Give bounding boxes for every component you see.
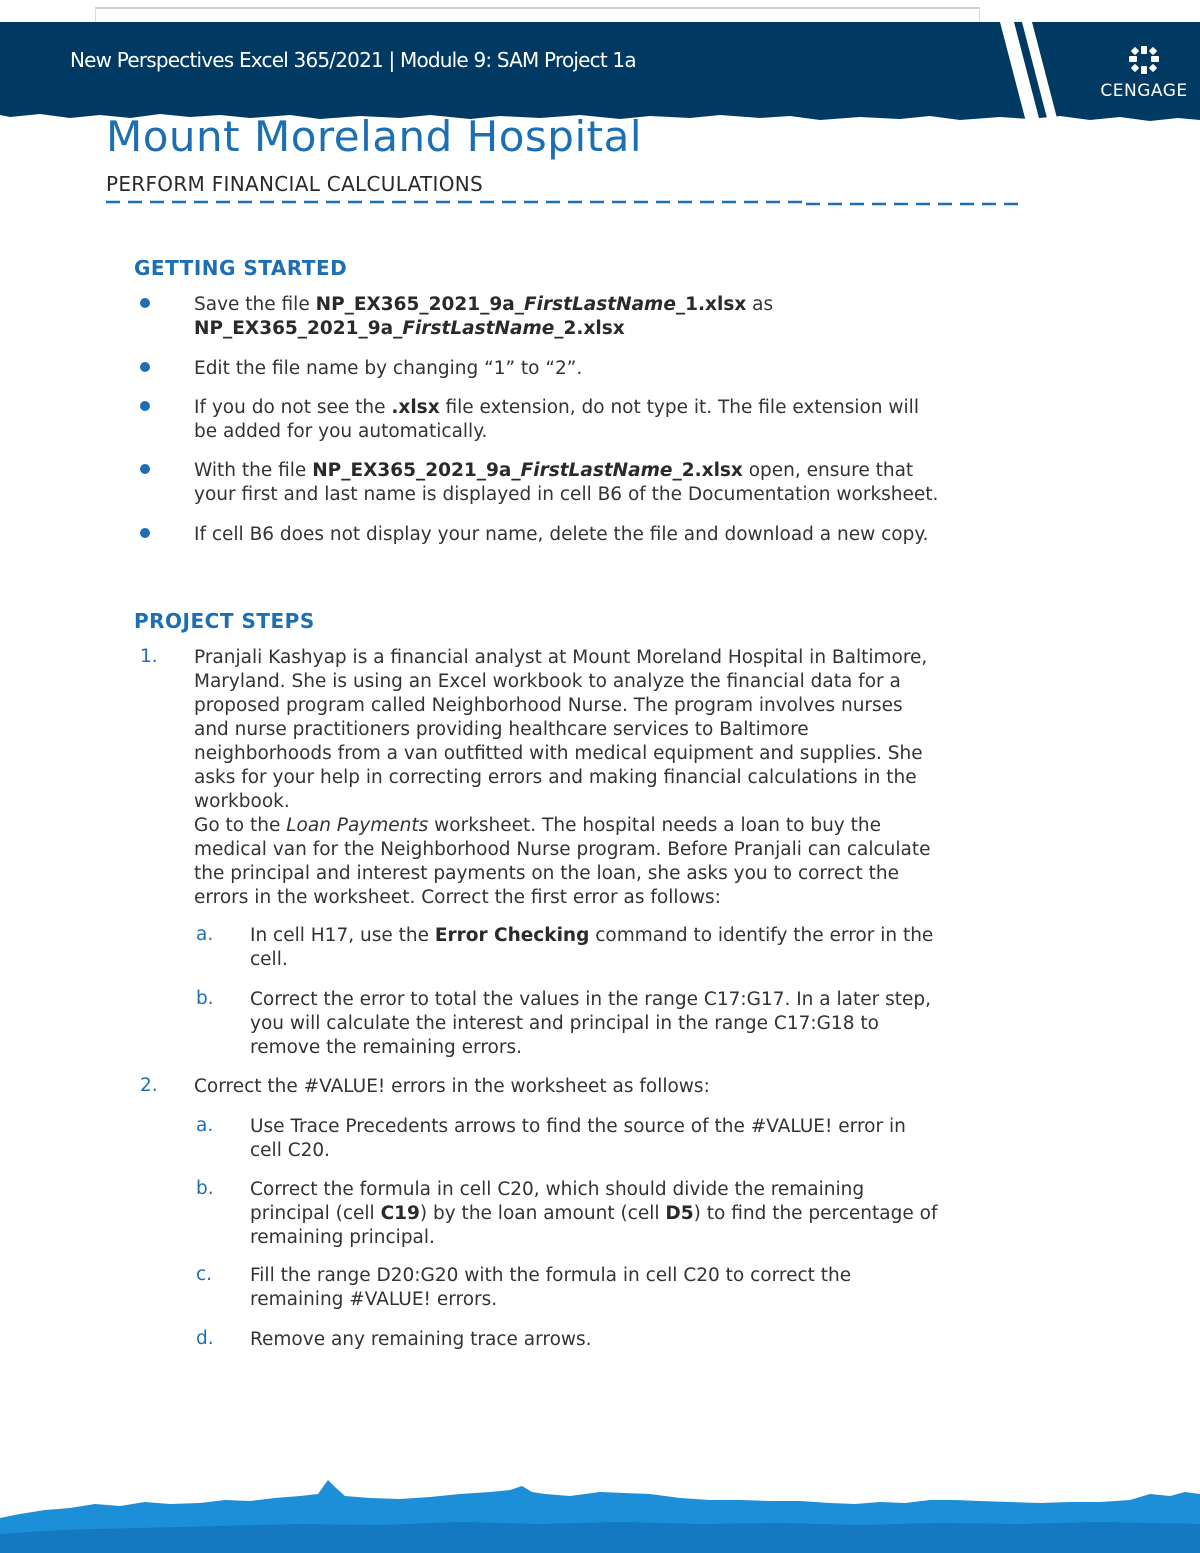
list-item: If cell B6 does not display your name, delete the file and download a new copy. [194,524,929,545]
substep-letter: d. [196,1328,214,1349]
bullet-icon [140,528,150,538]
footer-mountain-band [0,1470,1200,1553]
bullet-icon [140,401,150,411]
cengage-logo [1098,44,1190,106]
substep-text: Fill the range D20:G20 with the formula in cell C20 to correct the remaining #VALUE! errors. [250,1265,852,1310]
substep-letter: b. [196,1178,214,1199]
substep-text: Use Trace Precedents arrows to find the source of the #VALUE! error in cell C20. [250,1116,906,1161]
document-title: Mount Moreland Hospital [106,112,643,161]
substep-text: Correct the error to total the values in the range C17:G17. In a later step, you will calculate the interest and principal in the range C17:G18 to remove the remaining errors. [250,989,932,1058]
bullet-icon [140,362,150,372]
step-2-text: Correct the #VALUE! errors in the worksheet as follows: [194,1076,710,1097]
step-number: 1. [140,646,158,667]
module-title: New Perspectives Excel 365/2021 | Module 9: SAM Project 1a [70,48,636,72]
substep-text: In cell H17, use the Error Checking command to identify the error in the cell. [250,925,934,970]
logo-text: CENGAGE [1100,81,1188,101]
document-subtitle: PERFORM FINANCIAL CALCULATIONS [106,172,484,196]
dashed-divider [106,199,1026,207]
substep-text: Remove any remaining trace arrows. [250,1329,592,1350]
substep-letter: a. [196,1115,214,1136]
step-1-text: Pranjali Kashyap is a financial analyst at Mount Moreland Hospital in Baltimore, Maryland. She is using an Excel workbook to analyze the financial data for a proposed program called Neighborhood Nurse. The program involves nurses and nurse practitioners providing healthcare services to Baltimore neighborhoods from a van outfitted with medical equipment and supplies. She asks for your help in correcting errors and making financial calculations in the workbook. Go to the Loan Payments worksheet. The hospital needs a loan to buy the medical van for the Neighborhood Nurse program. Before Pranjali can calculate the principal and interest payments on the loan, she asks you to correct the errors in the worksheet. Correct the first error as follows: [194,647,931,908]
substep-letter: a. [196,924,214,945]
substep-text: Correct the formula in cell C20, which should divide the remaining principal (cell C19) by the loan amount (cell D5) to find the percentage of remaining principal. [250,1179,938,1248]
bullet-icon [140,464,150,474]
step-number: 2. [140,1075,158,1096]
list-item: Save the file NP_EX365_2021_9a_FirstLastName_1.xlsx as NP_EX365_2021_9a_FirstLastName_2.xlsx [194,294,774,339]
list-item: If you do not see the .xlsx file extension, do not type it. The file extension will be added for you automatically. [194,397,919,442]
list-item: With the file NP_EX365_2021_9a_FirstLastName_2.xlsx open, ensure that your first and last name is displayed in cell B6 of the Documentation worksheet. [194,460,939,505]
substep-letter: c. [196,1264,213,1285]
getting-started-heading: GETTING STARTED [134,256,348,280]
bullet-icon [140,298,150,308]
cengage-asterisk-icon [1098,44,1190,78]
header-banner [0,22,1200,122]
project-steps-heading: PROJECT STEPS [134,609,315,633]
list-item: Edit the file name by changing “1” to “2”. [194,358,583,379]
substep-letter: b. [196,988,214,1009]
